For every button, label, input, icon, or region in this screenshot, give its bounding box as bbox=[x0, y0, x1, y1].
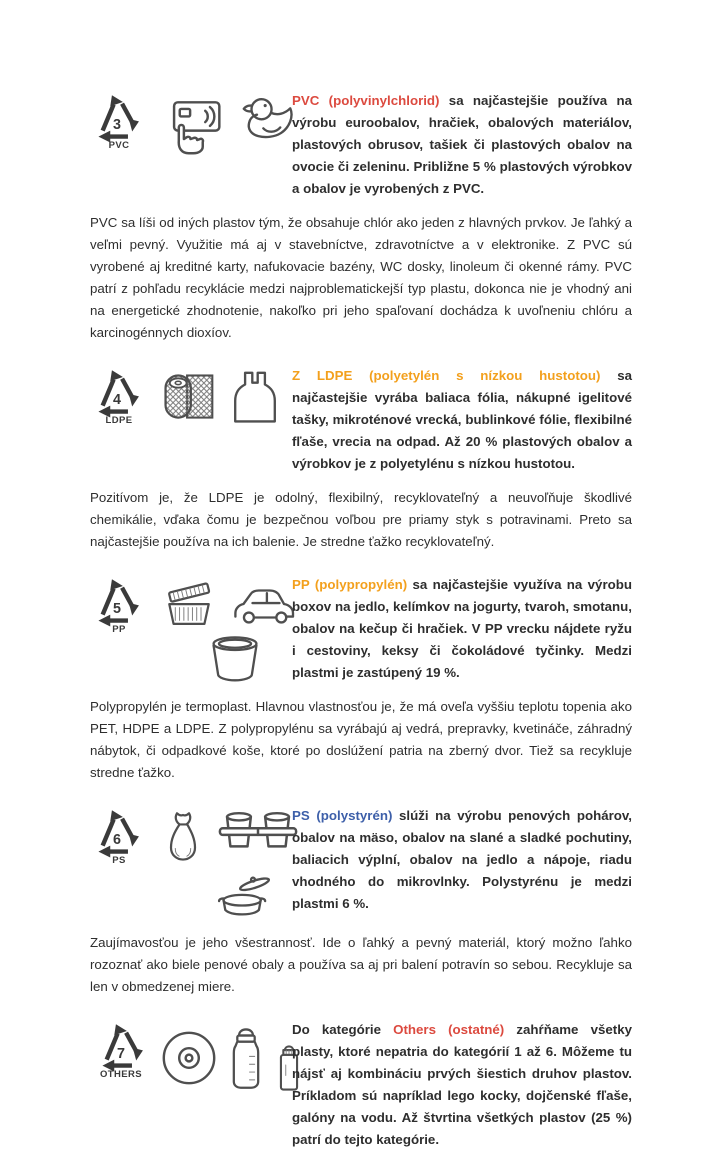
ldpe-heading bbox=[292, 365, 632, 475]
section-pvc bbox=[90, 90, 632, 344]
section-ldpe bbox=[90, 365, 632, 553]
pvc-heading-rest: sa najčastejšie používa na výrobu euroobalov, hračiek, obalových materiálov, plastových obrusov, tašiek či plastových obalov na ovocie či zeleninu. Približne 5 % plastových výrobkov a obalov je vyrobených z PVC. bbox=[292, 93, 632, 196]
ldpe-body-paragraph: Pozitívom je, že LDPE je odolný, flexibilný, recyklovateľný a neuvoľňuje škodlivé chemikálie, vďaka čomu je bezpečnou voľbou pre priamy styk s potravinami. Preto sa najčastejšie používa na ich balenie. Je stredne ťažko recyklovateľný. bbox=[90, 490, 632, 549]
recycle-label: OTHERS bbox=[100, 1069, 142, 1080]
ps-heading-highlight: PS (polystyrén) bbox=[292, 808, 393, 823]
others-heading-highlight: Others (ostatné) bbox=[393, 1022, 505, 1037]
baby-bottle-icon bbox=[226, 1024, 266, 1094]
recycle-label: LDPE bbox=[105, 415, 133, 426]
others-heading-rest: zahŕňame všetky plasty, ktoré nepatria do kategórií 1 až 6. Môžeme tu nájsť aj kombináciu prvých šiestich druhov plastov. Príkladom sú napríklad lego kocky, dojčenské fľaše, galóny na vodu. Až štvrtina všetkých plastov (25 %) patrí do tejto kategórie. bbox=[292, 1022, 632, 1147]
recycle-number: 3 bbox=[113, 116, 121, 133]
recycling-7-icon bbox=[90, 1022, 152, 1080]
recycling-5-icon bbox=[90, 577, 148, 635]
pvc-heading bbox=[292, 90, 632, 200]
pp-body-paragraph: Polypropylén je termoplast. Hlavnou vlastnosťou je, že má oveľa vyššiu teplotu topenia ako PET, HDPE a LDPE. Z polypropylénu sa vyrábajú aj vedrá, prepravky, kvetináče, záhradný nábytok, či odpadkové koše, ktoré po doslúžení patria na zberný dvor. Tiež sa recykluje stredne ťažko. bbox=[90, 699, 632, 780]
section-others bbox=[90, 1019, 632, 1151]
ps-heading-rest: slúži na výrobu penových pohárov, obalov na mäso, obalov na slané a sladké pochutiny, baliacich výplní, obalov na jedlo a nápoje, riadu vhodného do mikrovlnky. Polystyrénu je medzi plastmi 6 %. bbox=[292, 808, 632, 911]
ldpe-heading-highlight: Z LDPE (polyetylén s nízkou hustotou) bbox=[292, 368, 601, 383]
recycle-label: PVC bbox=[108, 140, 130, 151]
section-pp bbox=[90, 574, 632, 784]
pvc-heading-highlight: PVC (polyvinylchlorid) bbox=[292, 93, 440, 108]
pp-heading-rest: sa najčastejšie využíva na výrobu boxov na jedlo, kelímkov na jogurty, tvaroh, smotanu, obalov na kečup či hračiek. V PP vrecku nájdete ryžu i cestoviny, keksy či čokoládové tyčinky. Medzi plastmi je zastúpený 19 %. bbox=[292, 577, 632, 680]
recycling-4-icon bbox=[90, 368, 148, 426]
pp-heading bbox=[292, 574, 632, 684]
recycle-number: 7 bbox=[117, 1045, 125, 1062]
cd-disc-icon bbox=[161, 1030, 217, 1086]
recycling-3-icon bbox=[90, 93, 148, 151]
cup-carrier-icon bbox=[218, 808, 298, 858]
ps-icon-group bbox=[90, 805, 292, 920]
pvc-body-paragraph: PVC sa líši od iných plastov tým, že obsahuje chlór ako jeden z hlavných prvkov. Je ľahký a veľmi pevný. Využitie má aj v stavebníctve, zdravotníctve a v elektronike. Z PVC sú vyrobené aj kreditné karty, nafukovacie bazény, WC dosky, linoleum či okenné rámy. PVC patrí z pohľadu recyklácie medzi najproblematickejší typ plastu, dokonca nie je vhodný ani na energetické zhodnotenie, nakoľko pri jeho spaľovaní dochádza k uvoľneniu chlóru a karcinogénnych dioxíov. bbox=[90, 215, 632, 340]
food-basket-icon bbox=[159, 577, 219, 633]
recycle-label: PS bbox=[112, 855, 126, 866]
pvc-icon-group bbox=[90, 90, 292, 155]
contactless-card-icon bbox=[159, 93, 225, 155]
pp-heading-highlight: PP (polypropylén) bbox=[292, 577, 408, 592]
others-heading-prefix: Do kategórie bbox=[292, 1022, 394, 1037]
ps-heading bbox=[292, 805, 632, 915]
others-heading bbox=[292, 1019, 632, 1151]
ldpe-heading-rest: sa najčastejšie vyrába baliaca fólia, nákupné igelitové tašky, mikroténové vrecká, bublinkové fólie, flexibilné fľaše, vrecia na odpad. Až 20 % plastových obalov a výrobkov je z polyetylénu s nízkou hustotou. bbox=[292, 368, 632, 471]
bucket-icon bbox=[208, 633, 262, 683]
recycle-label: PP bbox=[112, 624, 126, 635]
ps-body-paragraph: Zaujímavosťou je jeho všestrannosť. Ide o ľahký a pevný materiál, ktorý možno ľahko rozoznať ako biele penové obaly a používa sa aj pri balení potravín so sebou. Recykluje sa len v obmedzenej miere. bbox=[90, 935, 632, 994]
others-icon-group bbox=[90, 1019, 292, 1094]
recycle-number: 6 bbox=[113, 831, 121, 848]
tied-bag-icon bbox=[159, 808, 207, 870]
pot-icon bbox=[212, 868, 274, 920]
section-ps bbox=[90, 805, 632, 998]
recycle-number: 4 bbox=[113, 391, 121, 408]
recycling-6-icon bbox=[90, 808, 148, 866]
bubble-wrap-roll-icon bbox=[159, 368, 217, 426]
ldpe-icon-group bbox=[90, 365, 292, 428]
shopping-bag-icon bbox=[228, 368, 282, 428]
rubber-duck-icon bbox=[236, 93, 298, 151]
recycle-number: 5 bbox=[113, 600, 121, 617]
pp-icon-group bbox=[90, 574, 292, 683]
